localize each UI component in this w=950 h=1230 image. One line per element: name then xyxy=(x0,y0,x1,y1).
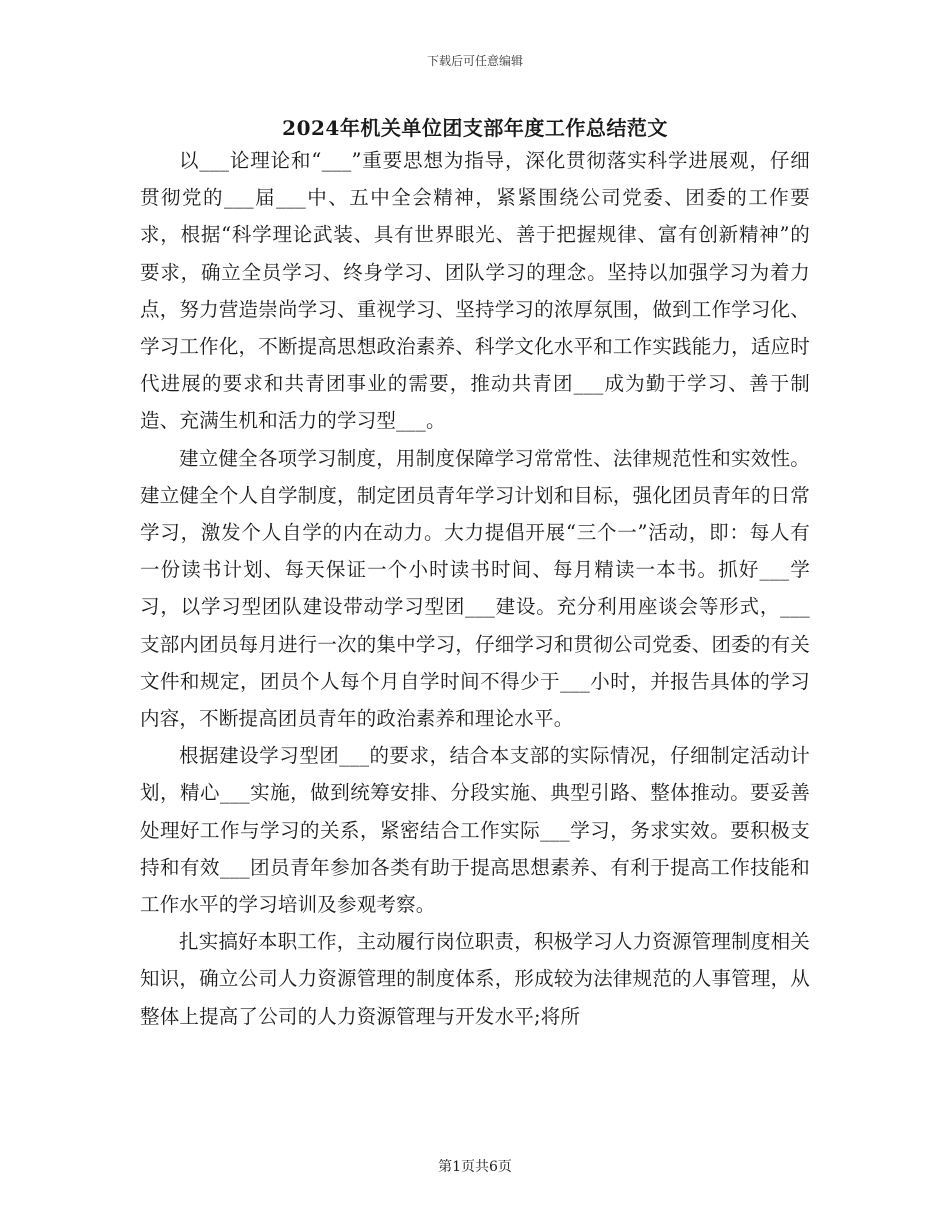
document-title: 2024年机关单位团支部年度工作总结范文 xyxy=(282,116,668,140)
page-number-footer: 第1页共6页 xyxy=(438,1159,512,1175)
paragraph-4: 扎实搞好本职工作，主动履行岗位职责，积极学习人力资源管理制度相关知识，确立公司人力资源管理的制度体系，形成较为法律规范的人事管理，从整体上提高了公司的人力资源管理与开发水平;将所 xyxy=(140,930,810,1028)
page-header-note: 下载后可任意编辑 xyxy=(426,54,523,68)
paragraph-1: 以___论理论和“___”重要思想为指导，深化贯彻落实科学进展观，仔细贯彻党的___届___中、五中全会精神，紧紧围绕公司党委、团委的工作要求，根据“科学理论武装、具有世界眼光、善于把握规律、富有创新精神”的要求，确立全员学习、终身学习、团队学习的理念。坚持以加强学习为着力点，努力营造崇尚学习、重视学习、坚持学习的浓厚氛围，做到工作学习化、学习工作化，不断提高思想政治素养、科学文化水平和工作实践能力，适应时代进展的要求和共青团事业的需要，推动共青团___成为勤于学习、善于制造、充满生机和活力的学习型___。 xyxy=(140,149,810,433)
paragraph-2: 建立健全各项学习制度，用制度保障学习常常性、法律规范性和实效性。建立健全个人自学制度，制定团员青年学习计划和目标，强化团员青年的日常学习，激发个人自学的内在动力。大力提倡开展“三个一”活动，即：每人有一份读书计划、每天保证一个小时读书时间、每月精读一本书。抓好___学习，以学习型团队建设带动学习型团___建设。充分利用座谈会等形式，___支部内团员每月进行一次的集中学习，仔细学习和贯彻公司党委、团委的有关文件和规定，团员个人每个月自学时间不得少于___小时，并报告具体的学习内容，不断提高团员青年的政治素养和理论水平。 xyxy=(140,446,810,731)
document-body xyxy=(140,142,810,1035)
paragraph-3: 根据建设学习型团___的要求，结合本支部的实际情况，仔细制定活动计划，精心___实施，做到统筹安排、分段实施、典型引路、整体推动。要妥善处理好工作与学习的关系，紧密结合工作实际___学习，务求实效。要积极支持和有效___团员青年参加各类有助于提高思想素养、有利于提高工作技能和工作水平的学习培训及参观考察。 xyxy=(140,744,810,917)
